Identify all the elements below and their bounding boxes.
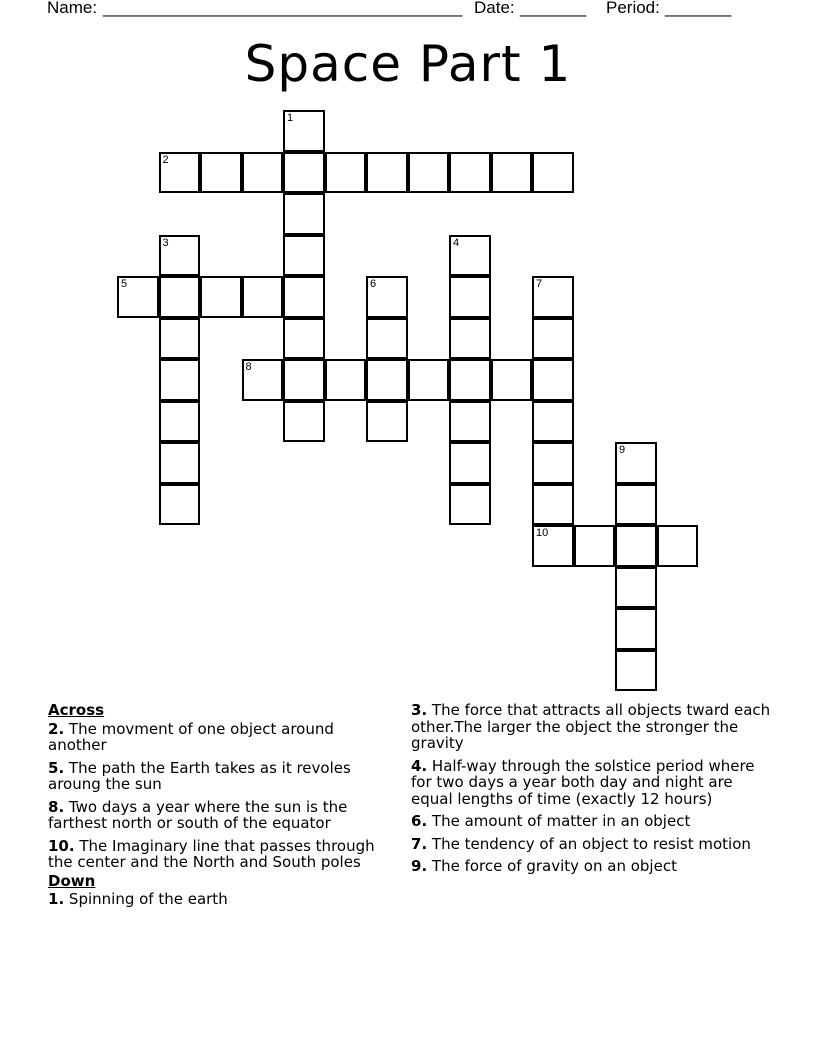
date-label: Date: — [474, 0, 515, 17]
clue-number: 1 — [48, 890, 59, 908]
clue-number: 5 — [48, 758, 59, 777]
grid-cell[interactable] — [366, 318, 408, 360]
clue-text: The Imaginary line that passes through the center and the North and South poles — [48, 836, 375, 871]
grid-cell[interactable] — [532, 359, 574, 401]
grid-cell[interactable] — [615, 484, 657, 526]
grid-cell[interactable] — [159, 442, 201, 484]
grid-cell[interactable] — [200, 276, 242, 318]
clue-number: 4 — [411, 756, 422, 775]
clues-left-column — [48, 702, 393, 914]
clue-number: 6 — [370, 278, 377, 290]
clue-down-3: 3. The force that attracts all objects tward each other.The larger the object the stronger the gravity — [411, 701, 771, 752]
grid-cell[interactable] — [366, 276, 408, 318]
grid-cell[interactable] — [159, 276, 201, 318]
clue-number: 7 — [411, 834, 422, 853]
grid-cell[interactable] — [242, 152, 284, 194]
grid-cell[interactable] — [408, 359, 450, 401]
clue-number: 4 — [453, 236, 460, 249]
clue-down-1: 1. Spinning of the earth — [48, 890, 228, 908]
grid-cell[interactable] — [615, 650, 657, 692]
clue-down-9: 9. The force of gravity on an object — [411, 857, 677, 875]
page-title: Space Part 1 — [244, 35, 572, 93]
clue-across-2: 2. The movment of one object around another — [48, 719, 334, 754]
grid-cell[interactable] — [366, 401, 408, 443]
clue-number: 6 — [411, 812, 422, 830]
grid-cell[interactable] — [159, 484, 201, 526]
grid-cell[interactable] — [491, 359, 533, 401]
grid-cell[interactable] — [283, 359, 325, 401]
clue-number: 3 — [162, 236, 169, 249]
clue-text: The force that attracts all objects tward each other.The larger the object the stronger the gravity — [411, 701, 771, 752]
grid-cell[interactable] — [532, 525, 574, 567]
grid-cell[interactable] — [449, 359, 491, 401]
grid-cell[interactable] — [283, 401, 325, 443]
grid-cell[interactable] — [449, 276, 491, 318]
grid-cell[interactable] — [449, 484, 491, 526]
clue-number: 9 — [411, 857, 422, 875]
clue-text: The path the Earth takes as it revoles aroung the sun — [48, 758, 351, 793]
clue-number: 3 — [411, 701, 422, 719]
clue-text: Half-way through the solstice period where for two days a year both day and night are equal lengths of time (exactly 12 hours) — [411, 756, 755, 808]
clue-across-8: 8. Two days a year where the sun is the farthest north or south of the equator — [48, 797, 348, 832]
grid-cell[interactable] — [159, 152, 201, 194]
clue-number: 10 — [48, 836, 69, 855]
grid-cell[interactable] — [325, 359, 367, 401]
grid-cell[interactable] — [615, 442, 657, 484]
grid-cell[interactable] — [449, 401, 491, 443]
grid-cell[interactable] — [159, 318, 201, 360]
grid-cell[interactable] — [283, 110, 325, 152]
grid-cell[interactable] — [657, 525, 699, 567]
grid-cell[interactable] — [283, 235, 325, 277]
grid-cell[interactable] — [366, 152, 408, 194]
period-label: Period: — [606, 0, 660, 17]
grid-cell[interactable] — [532, 152, 574, 194]
grid-cell[interactable] — [615, 608, 657, 650]
clue-number: 5 — [121, 278, 128, 290]
across-heading: Across — [48, 701, 105, 719]
clue-number: 2 — [162, 153, 169, 166]
grid-cell[interactable] — [366, 359, 408, 401]
clue-text: The amount of matter in an object — [431, 812, 691, 830]
grid-cell[interactable] — [283, 276, 325, 318]
down-heading: Down — [48, 871, 96, 890]
grid-cell[interactable] — [449, 318, 491, 360]
grid-cell[interactable] — [283, 193, 325, 235]
period-field[interactable]: _______ — [665, 0, 732, 17]
grid-cell[interactable] — [242, 359, 284, 401]
clue-number: 8 — [48, 797, 59, 816]
grid-cell[interactable] — [159, 401, 201, 443]
grid-cell[interactable] — [200, 152, 242, 194]
grid-cell[interactable] — [159, 235, 201, 277]
grid-cell[interactable] — [615, 525, 657, 567]
grid-cell[interactable] — [242, 276, 284, 318]
grid-cell[interactable] — [325, 152, 367, 194]
grid-cell[interactable] — [532, 401, 574, 443]
clue-text: The movment of one object around another — [48, 719, 334, 754]
grid-cell[interactable] — [615, 567, 657, 609]
clue-across-5: 5. The path the Earth takes as it revoles aroung the sun — [48, 758, 351, 793]
grid-cell[interactable] — [449, 235, 491, 277]
clue-down-6: 6. The amount of matter in an object — [411, 812, 691, 830]
clue-text: Two days a year where the sun is the farthest north or south of the equator — [48, 797, 348, 832]
grid-cell[interactable] — [408, 152, 450, 194]
grid-cell[interactable] — [532, 318, 574, 360]
clue-text: The force of gravity on an object — [431, 857, 677, 875]
clue-text: Spinning of the earth — [68, 890, 228, 908]
grid-cell[interactable] — [532, 276, 574, 318]
clue-number: 1 — [287, 112, 294, 124]
clue-text: The tendency of an object to resist motion — [431, 834, 751, 853]
clue-number: 2 — [48, 719, 59, 738]
grid-cell[interactable] — [449, 152, 491, 194]
grid-cell[interactable] — [117, 276, 159, 318]
name-field[interactable]: ______________________________________ — [103, 0, 463, 17]
clue-down-7: 7. The tendency of an object to resist motion — [411, 834, 751, 853]
grid-cell[interactable] — [491, 152, 533, 194]
grid-cell[interactable] — [532, 484, 574, 526]
clue-number: 7 — [536, 278, 543, 290]
clues-right-column — [411, 702, 771, 881]
clue-down-4: 4. Half-way through the solstice period where for two days a year both day and night are equal lengths of time (exactly 12 hours) — [411, 756, 755, 808]
clue-across-10: 10. The Imaginary line that passes through the center and the North and South poles — [48, 836, 375, 871]
grid-cell[interactable] — [449, 442, 491, 484]
grid-cell[interactable] — [532, 442, 574, 484]
clue-number: 9 — [619, 444, 626, 456]
grid-cell[interactable] — [283, 318, 325, 360]
grid-cell[interactable] — [159, 359, 201, 401]
name-label: Name: — [47, 0, 98, 17]
date-field[interactable]: _______ — [520, 0, 587, 17]
grid-cell[interactable] — [283, 152, 325, 194]
grid-cell[interactable] — [574, 525, 616, 567]
clue-number: 10 — [536, 527, 549, 539]
clue-number: 8 — [245, 361, 252, 373]
